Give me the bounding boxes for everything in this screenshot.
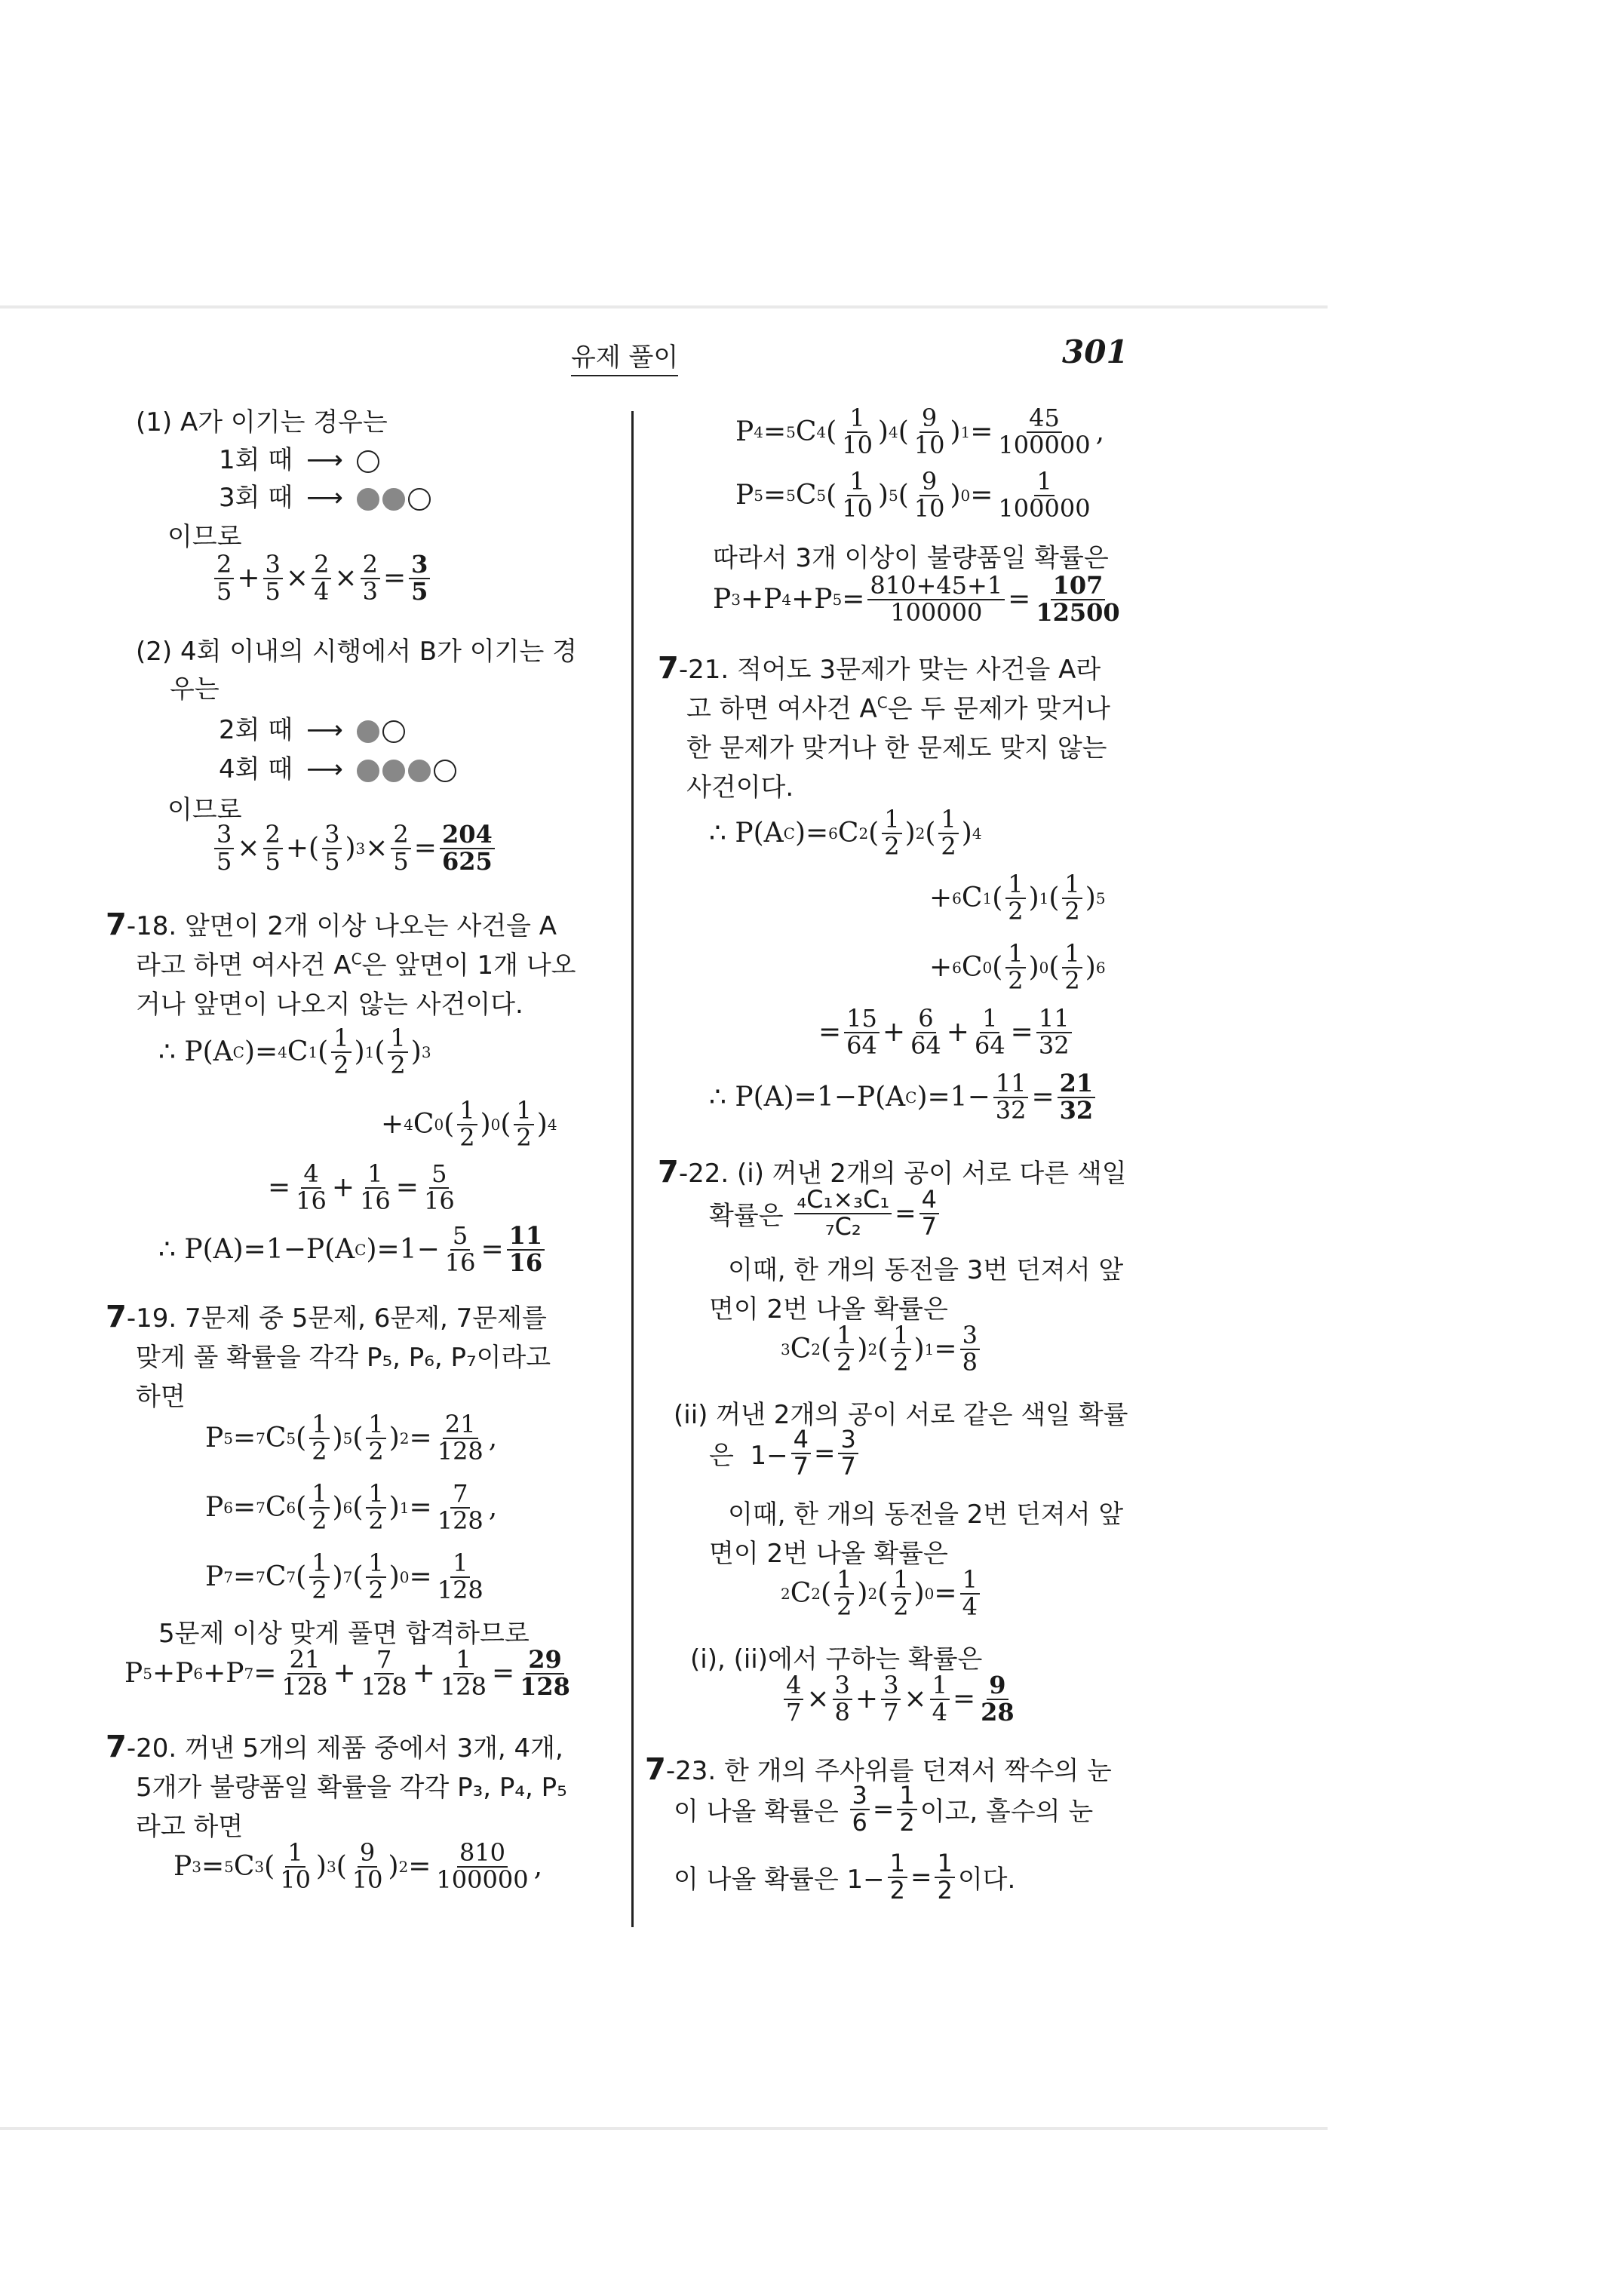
left-formula-8: P 6 = 7 C 6 ( $\frac{1}{2}$ ) 6 ( $\frac{1}{2}$ ) 1 = $\frac{7}{128}$ , (205, 1479, 498, 1535)
left-line-28: 5개가 불량품일 확률을 각각 P₃, P₄, P₅ (136, 1773, 567, 1803)
right-formula-5: + 6 C 1 ( $\frac{1}{2}$ ) 1 ( $\frac{1}{2}$ ) 5 (929, 870, 1106, 925)
gray-circle-icon (382, 760, 405, 782)
right-line-28: 이 나올 확률은 1− $\frac{1}{2}$ = $\frac{1}{2}$ 이다. (674, 1849, 1016, 1905)
gray-circle-icon (382, 488, 405, 511)
scan-edge-top (0, 305, 1328, 308)
left-line-6: (2) 4회 이내의 시행에서 B가 이기는 경 (136, 637, 577, 667)
left-formula-3: ∴ P(A C )= 4 C 1 ( $\frac{1}{2}$ ) 1 ( $\frac{1}{2}$ ) 3 (158, 1024, 431, 1079)
white-circle-icon (382, 720, 405, 743)
white-circle-icon (408, 488, 431, 511)
left-formula-6: ∴ P(A)=1−P(A C )=1− $\frac{5}{16}$ = $\frac{11}{16}$ (158, 1223, 548, 1275)
left-line-14: 거나 앞면이 나오지 않는 사건이다. (136, 990, 523, 1020)
gray-circle-icon (408, 760, 431, 782)
right-line-15: 확률은 $\frac{\text{₄C₁×₃C₁}}{\text{₇C₂}}$ = $\frac{4}{7}$ (709, 1187, 942, 1239)
left-formula-9: P 7 = 7 C 7 ( $\frac{1}{2}$ ) 7 ( $\frac{1}{2}$ ) 0 = $\frac{1}{128}$ (205, 1549, 484, 1604)
right-line-16: 이때, 한 개의 동전을 3번 던져서 앞 (728, 1255, 1124, 1285)
right-line-8: 사건이다. (686, 772, 794, 803)
right-line-19: (ii) 꺼낸 2개의 공이 서로 같은 색일 확률 (674, 1400, 1128, 1430)
left-line-8: 2회 때 ⟶ (219, 709, 408, 746)
column-divider (631, 411, 634, 1927)
left-line-3: 3회 때 ⟶ (219, 477, 434, 514)
left-line-4: 이므로 (167, 522, 242, 552)
right-line-17: 면이 2번 나올 확률은 (709, 1294, 948, 1325)
left-formula-10: P 5 +P 6 +P 7 = $\frac{21}{128}$ + $\frac{7}{128}$ + $\frac{1}{128}$ = $\frac{29}{128}$ (124, 1645, 570, 1701)
left-line-21: 하면 (136, 1382, 186, 1412)
left-formula-1: $\frac{2}{5}$ + $\frac{3}{5}$ × $\frac{2}{4}$ × $\frac{2}{3}$ = $\frac{3}{5}$ (211, 552, 433, 604)
right-formula-2: P 5 = 5 C 5 ( $\frac{1}{10}$ ) 5 ( $\frac{9}{10}$ ) 0 = $\frac{1}{100000}$ (735, 467, 1091, 523)
right-line-22: 면이 2번 나올 확률은 (709, 1539, 948, 1569)
right-line-24: (i), (ii)에서 구하는 확률은 (690, 1644, 983, 1674)
left-formula-5: = $\frac{4}{16}$ + $\frac{1}{16}$ = $\frac{5}{16}$ (268, 1159, 455, 1215)
left-formula-4: + 4 C 0 ( $\frac{1}{2}$ ) 0 ( $\frac{1}{2}$ ) 4 (381, 1096, 557, 1152)
right-line-21: 이때, 한 개의 동전을 2번 던져서 앞 (728, 1500, 1124, 1530)
left-line-29: 라고 하면 (136, 1812, 244, 1842)
left-formula-7: P 5 = 7 C 5 ( $\frac{1}{2}$ ) 5 ( $\frac{1}{2}$ ) 2 = $\frac{21}{128}$ , (205, 1410, 498, 1466)
left-line-13: 라고 하면 여사건 $A^C$은 앞면이 1개 나오 (136, 950, 576, 981)
left-line-2: 1회 때 ⟶ (219, 439, 382, 476)
problem-7-19: 7-19. 7문제 중 5문제, 6문제, 7문제를 (106, 1300, 547, 1334)
right-line-20: 은 1− $\frac{4}{7}$ = $\frac{3}{7}$ (709, 1427, 861, 1479)
left-formula-2: $\frac{3}{5}$ × $\frac{2}{5}$ +( $\frac{3}{5}$ ) 3 × $\frac{2}{5}$ = $\frac{204}{625}$ (211, 822, 498, 874)
right-formula-7: = $\frac{15}{64}$ + $\frac{6}{64}$ + $\frac{1}{64}$ = $\frac{11}{32}$ (818, 1006, 1075, 1058)
right-formula-9: 3 C 2 ( $\frac{1}{2}$ ) 2 ( $\frac{1}{2}$ ) 1 = $\frac{3}{8}$ (781, 1323, 983, 1375)
left-line-7: 우는 (170, 674, 220, 704)
right-formula-11: $\frac{4}{7}$ × $\frac{3}{8}$ + $\frac{3}{7}$ × $\frac{1}{4}$ = $\frac{9}{28}$ (781, 1673, 1020, 1725)
white-circle-icon (357, 450, 379, 473)
left-line-20: 맞게 풀 확률을 각각 P₅, P₆, P₇이라고 (136, 1343, 551, 1373)
problem-7-20: 7-20. 꺼낸 5개의 제품 중에서 3개, 4개, (106, 1730, 563, 1764)
problem-7-23: 7-23. 한 개의 주사위를 던져서 짝수의 눈 (645, 1752, 1112, 1787)
gray-circle-icon (357, 720, 379, 743)
right-formula-1: P 4 = 5 C 4 ( $\frac{1}{10}$ ) 4 ( $\frac{9}{10}$ ) 1 = $\frac{45}{100000}$ , (735, 404, 1105, 459)
right-formula-6: + 6 C 0 ( $\frac{1}{2}$ ) 0 ( $\frac{1}{2}$ ) 6 (929, 939, 1106, 995)
left-line-25: 5문제 이상 맞게 풀면 합격하므로 (158, 1619, 530, 1649)
page-title: 유제 풀이 (571, 336, 678, 376)
page-number: 301 (1062, 333, 1128, 370)
gray-circle-icon (357, 488, 379, 511)
gray-circle-icon (357, 760, 379, 782)
right-formula-4: ∴ P(A C )= 6 C 2 ( $\frac{1}{2}$ ) 2 ( $\frac{1}{2}$ ) 4 (709, 805, 982, 861)
problem-7-22: 7-22. (i) 꺼낸 2개의 공이 서로 다른 색일 (658, 1155, 1127, 1189)
right-formula-3: P 3 +P 4 +P 5 = $\frac{810+45+1}{100000}$ = $\frac{107}{12500}$ (713, 571, 1120, 627)
right-formula-8: ∴ P(A)=1−P(A C )=1− $\frac{11}{32}$ = $\frac{21}{32}$ (709, 1071, 1098, 1123)
left-line-9: 4회 때 ⟶ (219, 748, 459, 785)
right-line-27: 이 나올 확률은 $\frac{3}{6}$ = $\frac{1}{2}$ 이고, 홀수의 눈 (674, 1781, 1094, 1837)
problem-7-18: 7-18. 앞면이 2개 이상 나오는 사건을 A (106, 907, 557, 942)
problem-7-21: 7-21. 적어도 3문제가 맞는 사건을 A라 (658, 651, 1101, 686)
left-formula-11: P 3 = 5 C 3 ( $\frac{1}{10}$ ) 3 ( $\frac{9}{10}$ ) 2 = $\frac{810}{100000}$ , (173, 1838, 543, 1894)
right-line-7: 한 문제가 맞거나 한 문제도 맞지 않는 (686, 733, 1107, 763)
scan-edge-bottom (0, 2127, 1328, 2130)
left-line-10: 이므로 (167, 795, 242, 825)
right-line-6: 고 하면 여사건 $A^C$은 두 문제가 맞거나 (686, 693, 1110, 724)
right-formula-10: 2 C 2 ( $\frac{1}{2}$ ) 2 ( $\frac{1}{2}$ ) 0 = $\frac{1}{4}$ (781, 1567, 983, 1619)
white-circle-icon (434, 760, 456, 782)
right-line-3: 따라서 3개 이상이 불량품일 확률은 (713, 543, 1109, 573)
left-line-1: (1) A가 이기는 경우는 (136, 407, 388, 437)
